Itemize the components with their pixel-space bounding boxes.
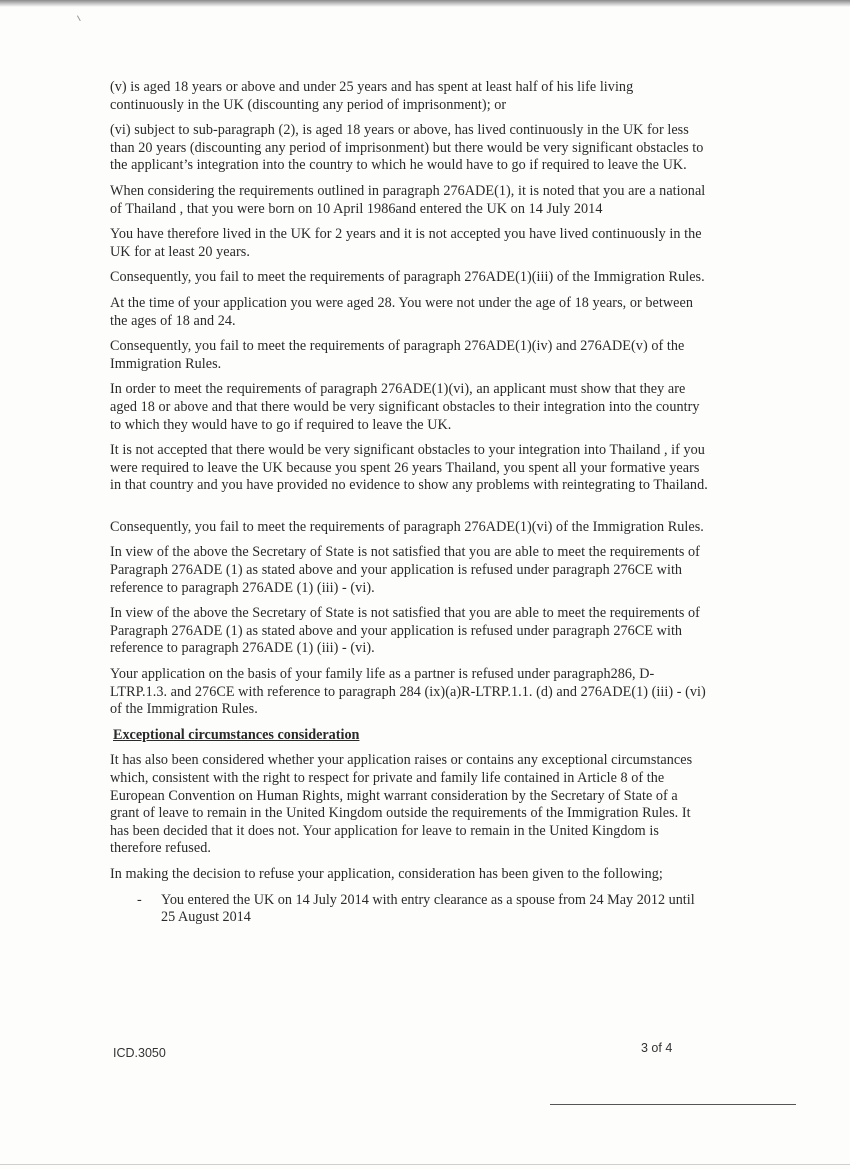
page-number: 3 of 4 [641, 1041, 673, 1055]
paragraph-requirement-vi: In order to meet the requirements of paragraph 276ADE(1)(vi), an applicant must show that they are aged 18 or above and that there would be very significant obstacles to their integration into the country to which they would have to go if required to leave the UK. [110, 381, 700, 433]
list-item [137, 892, 710, 927]
page-bottom-edge [0, 1164, 850, 1165]
paragraph-residence-length: You have therefore lived in the UK for 2 years and it is not accepted you have lived continuously in the UK for at least 20 years. [110, 226, 702, 260]
scan-top-edge [0, 0, 850, 7]
paragraph-family-life-refusal: Your application on the basis of your family life as a partner is refused under paragraph286, D-LTRP.1.3. and 276CE with reference to paragraph 284 (ix)(a)R-LTRP.1.1. (d) and 276ADE(1) (iii) - (vi) of the Immigration Rules. [110, 666, 706, 718]
paragraph-consideration-intro: In making the decision to refuse your application, consideration has been given to the following; [110, 865, 663, 882]
paragraph-fail-iii: Consequently, you fail to meet the requirements of paragraph 276ADE(1)(iii) of the Immigration Rules. [110, 269, 705, 286]
bullet-dash: - [137, 891, 142, 908]
section-heading-exceptional: Exceptional circumstances consideration [113, 726, 360, 743]
letter-body [110, 79, 710, 927]
bullet-text: You entered the UK on 14 July 2014 with entry clearance as a spouse from 24 May 2012 until 25 August 2014 [161, 891, 695, 926]
paragraph-exceptional-circumstances: It has also been considered whether your application raises or contains any exceptional circumstances which, consistent with the right to respect for private and family life contained in Article 8 of the European Convention on Human Rights, might warrant consideration by the Secretary of State of a grant of leave to remain in the United Kingdom outside the requirements of the Immigration Rules. It has been decided that it does not. Your application for leave to remain in the United Kingdom is therefore refused. [110, 752, 693, 857]
paragraph-secretary-of-state-2: In view of the above the Secretary of State is not satisfied that you are able to meet the requirements of Paragraph 276ADE (1) as stated above and your application is refused under paragraph 276CE with reference to paragraph 276ADE (1) (iii) - (vi). [110, 605, 700, 657]
paragraph-obstacles: It is not accepted that there would be very significant obstacles to your integration into Thailand , if you were required to leave the UK because you spent 26 years Thailand, you spent all your formative years in that country and you have provided no evidence to show any problems with reintegrating to Thailand. [110, 442, 708, 494]
footer-divider [550, 1104, 796, 1105]
paragraph-rule-v: (v) is aged 18 years or above and under 25 years and has spent at least half of his life living continuously in the UK (discounting any period of imprisonment); or [110, 79, 634, 113]
paragraph-rule-vi: (vi) subject to sub-paragraph (2), is aged 18 years or above, has lived continuously in the UK for less than 20 years (discounting any period of imprisonment) but there would be very significant obstacles to the applicant’s integration into the country to which he would have to go if required to leave the UK. [110, 122, 704, 174]
document-reference: ICD.3050 [113, 1046, 166, 1060]
paragraph-fail-vi: Consequently, you fail to meet the requirements of paragraph 276ADE(1)(vi) of the Immigration Rules. [110, 518, 704, 535]
paragraph-fail-iv-v: Consequently, you fail to meet the requirements of paragraph 276ADE(1)(iv) and 276ADE(v) of the Immigration Rules. [110, 338, 685, 372]
paragraph-age: At the time of your application you were aged 28. You were not under the age of 18 years, or between the ages of 18 and 24. [110, 294, 693, 329]
paragraph-nationality: When considering the requirements outlined in paragraph 276ADE(1), it is noted that you are a national of Thailand , that you were born on 10 April 1986and entered the UK on 14 July 2014 [110, 182, 706, 217]
scan-mark [77, 13, 85, 21]
paragraph-secretary-of-state-1: In view of the above the Secretary of State is not satisfied that you are able to meet the requirements of Paragraph 276ADE (1) as stated above and your application is refused under paragraph 276CE with reference to paragraph 276ADE (1) (iii) - (vi). [110, 544, 700, 596]
